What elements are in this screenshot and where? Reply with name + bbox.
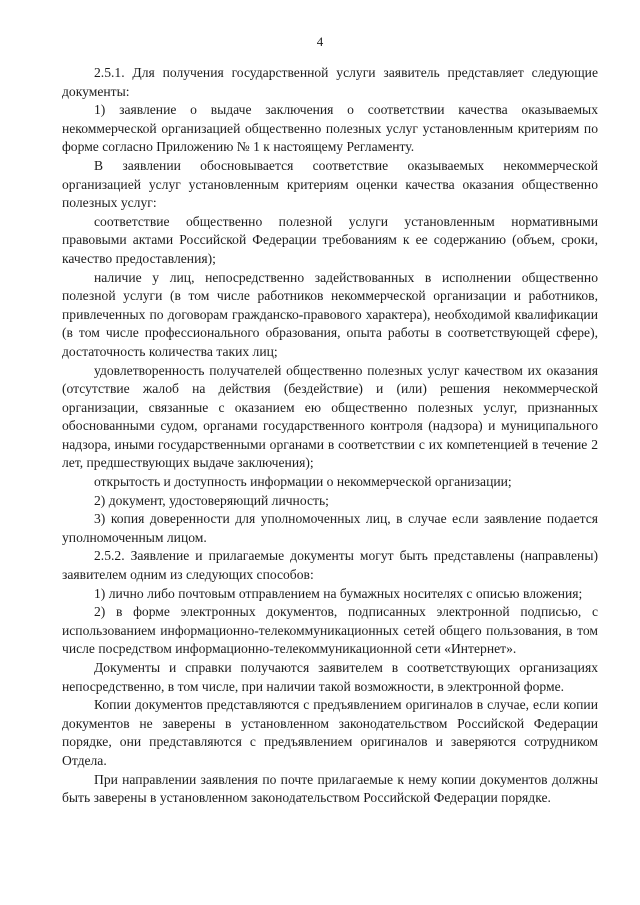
paragraph-item-1-application: 1) заявление о выдаче заключения о соответствии качества оказываемых некоммерческой организацией общественно полезных услуг установленным критериям по форме согласно Приложению № 1 к настоящему Регламенту. <box>62 102 598 155</box>
paragraph-copies-originals: Копии документов представляются с предъявлением оригиналов в случае, если копии документов не заверены в установленном законодательством Российской Федерации порядке, они представляются с предъявлением оригиналов и заверяются сотрудником Отдела. <box>62 697 598 768</box>
paragraph-2-5-2: 2.5.2. Заявление и прилагаемые документы могут быть представлены (направлены) заявителем одним из следующих способов: <box>62 548 598 583</box>
paragraph-criterion-openness: открытость и доступность информации о некоммерческой организации; <box>94 474 512 490</box>
document-body <box>62 64 598 808</box>
paragraph-criterion-compliance: соответствие общественно полезной услуги установленным нормативными правовыми актами Российской Федерации требованиям к ее содержанию (объем, сроки, качество предоставления); <box>62 213 598 266</box>
paragraph-criterion-satisfaction: удовлетворенность получателей общественно полезных услуг качеством их оказания (отсутствие жалоб на действия (бездействие) и (или) решения некоммерческой организации, связанные с оказанием ею общественно полезных услуг, признанных обоснованными судом, органами государственного контроля (надзора) и муниципального надзора, иными государственными органами в соответствии с их компетенцией в течение 2 лет, предшествующих выдаче заключения); <box>62 362 598 471</box>
paragraph-documents-obtained: Документы и справки получаются заявителем в соответствующих организациях непосредственно, в том числе, при наличии такой возможности, в электронной форме. <box>62 660 598 694</box>
paragraph-item-3-power-of-attorney: 3) копия доверенности для уполномоченных лиц, в случае если заявление подается уполномоченным лицом. <box>62 511 598 545</box>
paragraph-2-5-1: 2.5.1. Для получения государственной услуги заявитель представляет следующие документы: <box>62 65 598 99</box>
paragraph-item-2-identity: 2) документ, удостоверяющий личность; <box>94 492 329 508</box>
paragraph-postal-copies: При направлении заявления по почте прилагаемые к нему копии документов должны быть заверены в установленном законодательством Российской Федерации порядке. <box>62 771 598 806</box>
paragraph-method-2-electronic: 2) в форме электронных документов, подписанных электронной подписью, с использованием информационно-телекоммуникационных сетей общего пользования, в том числе посредством информационно-телекоммуникационной сети «Интернет». <box>62 604 598 657</box>
paragraph-criteria-intro: В заявлении обосновывается соответствие оказываемых некоммерческой организацией услуг установленным критериям оценки качества оказания общественно полезных услуг: <box>62 157 598 211</box>
paragraph-criterion-qualification: наличие у лиц, непосредственно задействованных в исполнении общественно полезной услуги (в том числе работников некоммерческой организации и работников, привлеченных по договорам гражданско-правового характера), необходимой квалификации (в том числе профессионального образования, опыта работы в соответствующей сфере), достаточность количества таких лиц; <box>62 269 598 359</box>
page-number: 4 <box>316 34 324 49</box>
paragraph-method-1-in-person: 1) лично либо почтовым отправлением на бумажных носителях с описью вложения; <box>94 585 583 601</box>
